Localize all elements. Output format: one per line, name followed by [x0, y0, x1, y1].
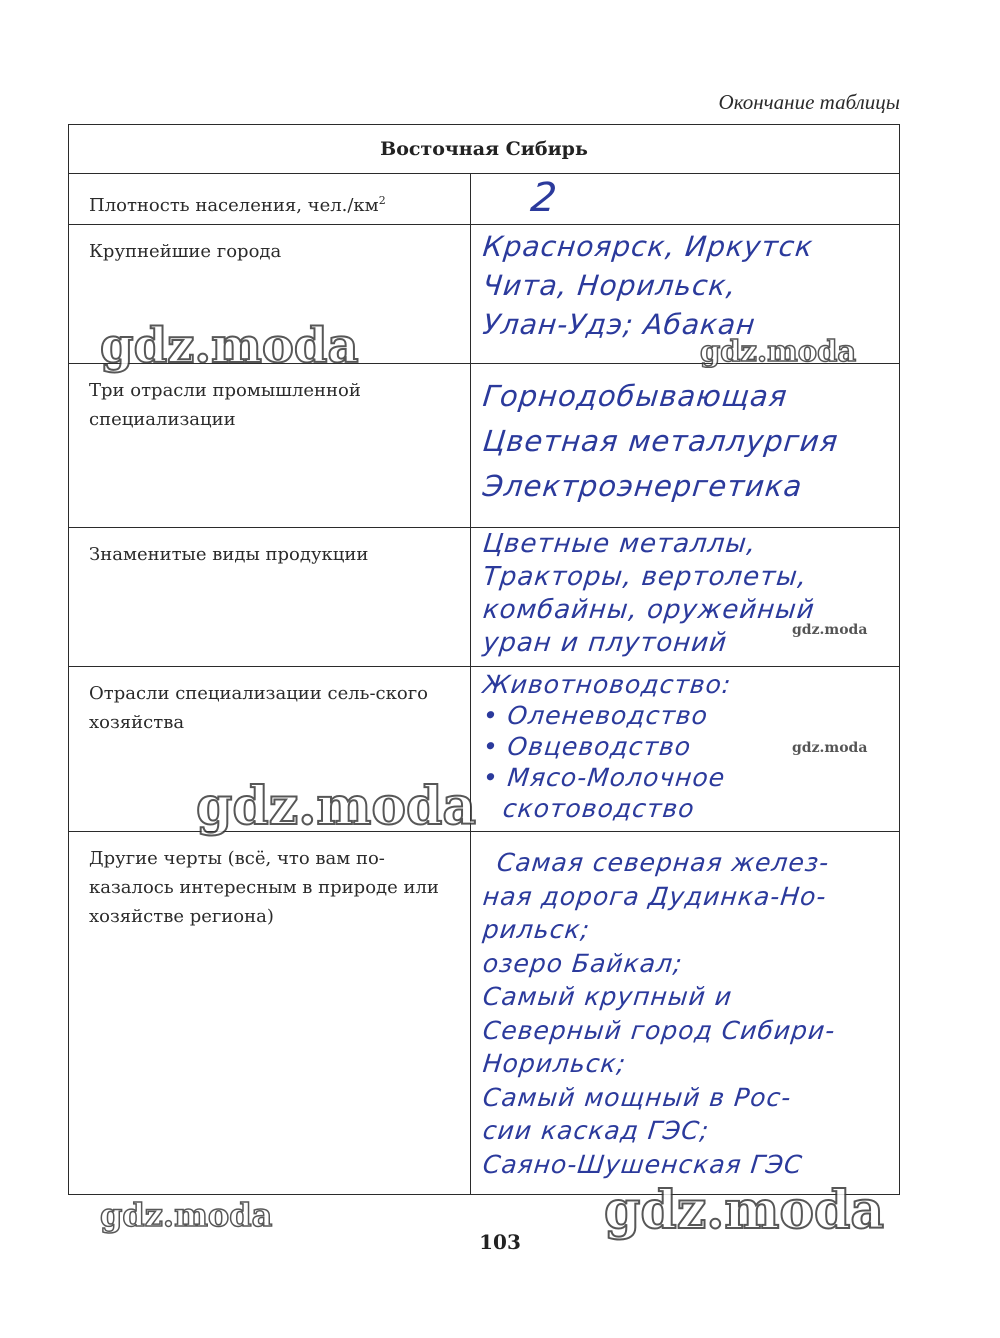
answer-density [471, 174, 899, 224]
handwritten-line: Улан-Удэ; Абакан [481, 308, 758, 341]
watermark: gdz.moda [604, 1180, 885, 1241]
table-caption: Окончание таблицы [718, 90, 900, 114]
handwritten-line: Самый крупный и [481, 982, 734, 1011]
handwritten-line: Тракторы, вертолеты, [481, 562, 809, 592]
handwritten-line: скотоводство [501, 794, 697, 823]
density-label-sup: 2 [378, 194, 386, 207]
row-label-density [69, 174, 471, 224]
answer-other [471, 832, 899, 1194]
watermark: gdz.moda [792, 622, 868, 638]
handwritten-line: Норильск; [481, 1049, 628, 1078]
handwritten-line: Цветные металлы, [481, 529, 758, 559]
handwritten-line: Самый мощный в Рос- [481, 1082, 793, 1112]
handwritten-line: Электроэнергетика [481, 469, 805, 503]
handwritten-line: Животноводство: [481, 670, 734, 699]
handwritten-line: уран и плутоний [481, 628, 729, 658]
handwritten-line: Чита, Норильск, [481, 269, 739, 302]
row-label-products: Знаменитые виды продукции [69, 528, 471, 666]
handwritten-line: ная дорога Дудинка-Но- [481, 881, 829, 911]
handwritten-line: Саяно-Шушенская ГЭС [481, 1149, 805, 1179]
region-table [68, 124, 900, 1195]
table-row-agriculture [69, 667, 899, 832]
row-label-other: Другие черты (всё, что вам по-казалось интересным в природе или хозяйстве региона) [69, 832, 471, 1194]
handwritten-line: Цветная металлургия [481, 424, 841, 458]
table-row-products [69, 528, 899, 667]
handwritten-line: Северный город Сибири- [481, 1015, 837, 1045]
handwritten-line: Красноярск, Иркутск [481, 230, 815, 263]
handwritten-line: • Мясо-Молочное [481, 763, 727, 792]
row-label-cities: Крупнейшие города [69, 225, 471, 363]
handwritten-line: • Овцеводство [481, 732, 693, 761]
handwritten-line: рильск; [481, 915, 592, 944]
handwritten-line: озеро Байкал; [481, 948, 685, 978]
watermark: gdz.moda [196, 776, 477, 837]
handwritten-line: сии каскад ГЭС; [481, 1116, 711, 1145]
table-row-industry [69, 364, 899, 528]
handwritten-line: 2 [528, 175, 560, 221]
table-row-density [69, 174, 899, 225]
answer-industry [471, 364, 899, 527]
handwritten-line: Горнодобывающая [481, 379, 790, 413]
handwritten-line: комбайны, оружейный [481, 595, 817, 625]
watermark: gdz.moda [100, 1196, 273, 1234]
table-header: Восточная Сибирь [69, 125, 899, 174]
table-row-other [69, 832, 899, 1194]
handwritten-line: Самая северная желез- [495, 848, 831, 877]
row-label-industry: Три отрасли промышленной специализации [69, 364, 471, 527]
watermark: gdz.moda [100, 318, 359, 374]
handwritten-line: • Оленеводство [481, 701, 710, 730]
row-label-agriculture: Отрасли специализации сель-ского хозяйства [69, 667, 471, 831]
watermark: gdz.moda [700, 334, 857, 368]
page-number: 103 [479, 1230, 521, 1254]
density-label-text: Плотность населения, чел./км [89, 195, 379, 216]
answer-products [471, 528, 899, 666]
watermark: gdz.moda [792, 740, 868, 756]
